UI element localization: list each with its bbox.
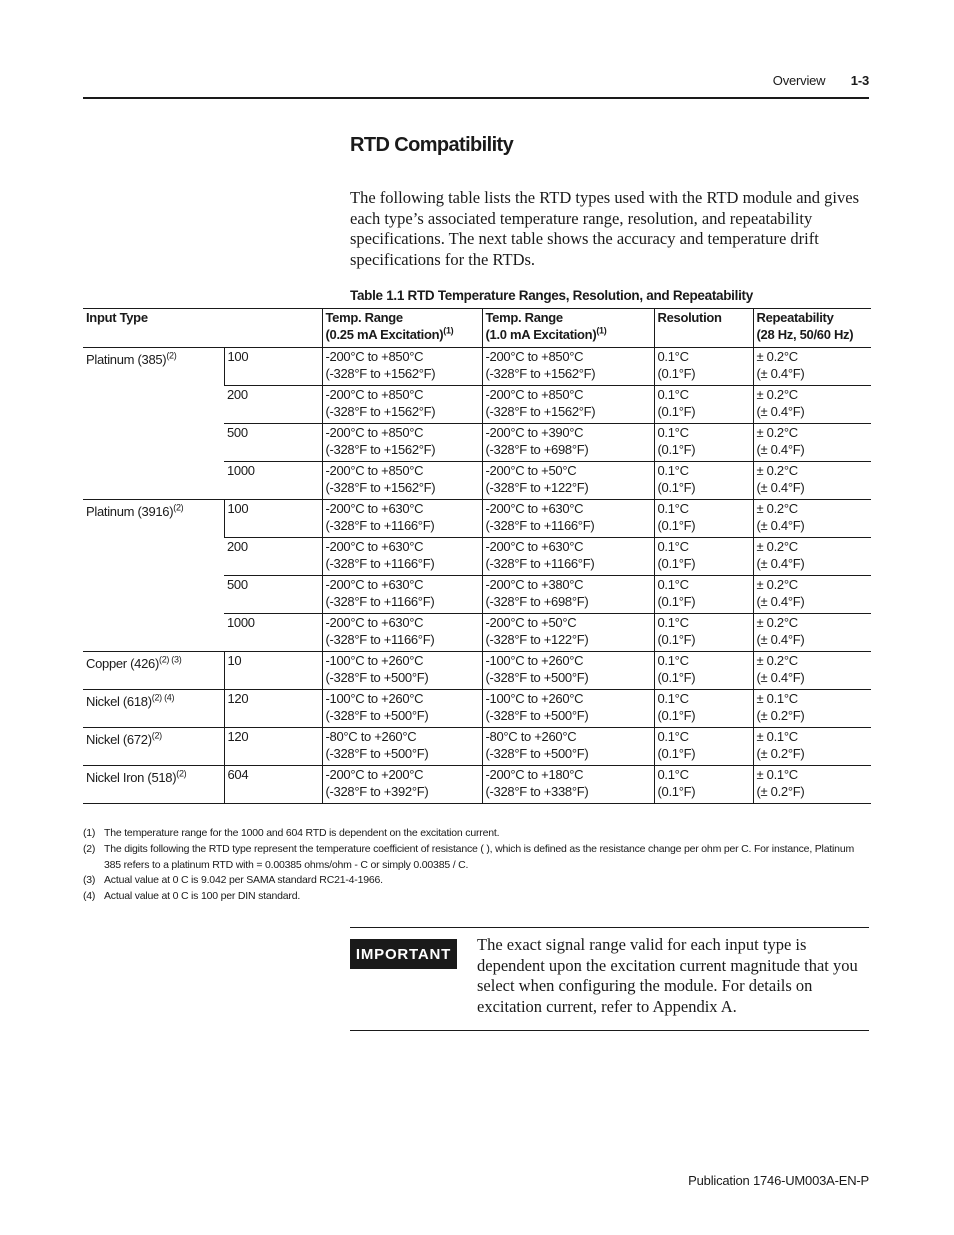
temp-range-025-cell (322, 386, 482, 424)
temp-range-10-cell-fahrenheit: (-328°F to +698°F) (485, 594, 589, 609)
ohms-cell: 500 (224, 576, 322, 614)
repeatability-cell (753, 728, 871, 766)
footnote-number: (1) (83, 827, 96, 839)
rtd-type-cell (83, 728, 224, 766)
table-body (83, 348, 871, 804)
resolution-cell-celsius: 0.1°C (657, 577, 689, 592)
temp-range-025-cell-fahrenheit: (-328°F to +1562°F) (325, 480, 436, 495)
col-header-temp-10: Temp. Range (1.0 mA Excitation)$^{(1)}$ (482, 309, 654, 348)
rtd-type-name: Platinum (385) (86, 352, 167, 367)
resolution-cell-celsius: 0.1°C (657, 501, 689, 516)
resolution-cell-fahrenheit: (0.1°F) (657, 594, 696, 609)
temp-range-025-cell-fahrenheit: (-328°F to +1166°F) (325, 518, 435, 533)
footnote-text: Actual value at 0 C is 100 per DIN standard. (104, 890, 301, 903)
rtd-type-name: Copper (426) (86, 656, 159, 671)
temp-range-025-cell-celsius: -200°C to +850°C (325, 387, 424, 402)
resolution-cell (654, 652, 753, 690)
table-row (83, 652, 871, 690)
section-title: RTD Compatibility (350, 134, 514, 156)
temp-range-025-cell (322, 576, 482, 614)
temp-range-025-cell-fahrenheit: (-328°F to +1166°F) (325, 556, 435, 571)
resolution-cell (654, 424, 753, 462)
temp-range-10-cell-celsius: -80°C to +260°C (485, 729, 577, 744)
resolution-cell-fahrenheit: (0.1°F) (657, 442, 696, 457)
repeatability-cell-celsius: ± 0.2°C (756, 615, 798, 630)
temp-range-025-cell-fahrenheit: (-328°F to +1562°F) (325, 366, 436, 381)
ohms-cell: 120 (224, 690, 322, 728)
repeatability-cell (753, 614, 871, 652)
table-header-row (83, 309, 871, 348)
repeatability-cell-fahrenheit: (± 0.4°F) (756, 442, 805, 457)
ohms-cell: 10 (224, 652, 322, 690)
repeatability-cell (753, 462, 871, 500)
temp-range-025-cell-fahrenheit: (-328°F to +500°F) (325, 746, 429, 761)
resolution-cell-fahrenheit: (0.1°F) (657, 670, 696, 685)
temp-range-025-cell (322, 652, 482, 690)
temp-range-025-cell-celsius: -200°C to +200°C (325, 767, 424, 782)
footnote-text: Actual value at 0 C is 9.042 per SAMA standard RC21-4-1966. (104, 874, 383, 887)
repeatability-cell-celsius: ± 0.1°C (756, 767, 798, 782)
temp-range-10-cell-celsius: -200°C to +50°C (485, 615, 577, 630)
repeatability-cell-fahrenheit: (± 0.2°F) (756, 708, 805, 723)
important-text: The exact signal range valid for each input type is dependent upon the excitation current magnitude that you select when configuring the module. For details on excitation current, refer to Appendix A. (477, 935, 858, 1016)
repeatability-cell-celsius: ± 0.2°C (756, 387, 798, 402)
resolution-cell-celsius: 0.1°C (657, 729, 689, 744)
resolution-cell (654, 576, 753, 614)
temp-range-025-cell-fahrenheit: (-328°F to +500°F) (325, 670, 429, 685)
repeatability-cell-celsius: ± 0.2°C (756, 349, 798, 364)
temp-range-025-cell-celsius: -200°C to +850°C (325, 463, 424, 478)
repeatability-cell (753, 386, 871, 424)
footnote-number: (2) (83, 842, 96, 855)
repeatability-cell-celsius: ± 0.2°C (756, 577, 798, 592)
repeatability-cell (753, 500, 871, 538)
rtd-type-cell (83, 500, 224, 652)
resolution-cell-celsius: 0.1°C (657, 653, 689, 668)
temp-range-025-cell (322, 348, 482, 386)
repeatability-cell-celsius: ± 0.2°C (756, 653, 798, 668)
repeatability-cell-fahrenheit: (± 0.4°F) (756, 480, 805, 495)
resolution-cell-fahrenheit: (0.1°F) (657, 708, 696, 723)
page-number: 1-3 (850, 73, 869, 88)
temp-range-025-cell-celsius: -100°C to +260°C (325, 653, 424, 668)
temp-range-10-cell-fahrenheit: (-328°F to +698°F) (485, 442, 589, 457)
repeatability-cell (753, 348, 871, 386)
resolution-cell-fahrenheit: (0.1°F) (657, 746, 696, 761)
resolution-cell-fahrenheit: (0.1°F) (657, 366, 696, 381)
temp-range-025-cell-fahrenheit: (-328°F to +500°F) (325, 708, 429, 723)
publication-number: Publication 1746-UM003A-EN-P (688, 1173, 869, 1188)
repeatability-cell (753, 690, 871, 728)
footnote (83, 889, 873, 905)
ohms-cell: 500 (224, 424, 322, 462)
resolution-cell (654, 766, 753, 804)
resolution-cell (654, 614, 753, 652)
repeatability-cell-celsius: ± 0.1°C (756, 691, 798, 706)
temp-range-10-cell (482, 766, 654, 804)
temp-range-10-cell-celsius: -200°C to +630°C (485, 539, 584, 554)
resolution-cell (654, 462, 753, 500)
table-row (83, 348, 871, 386)
temp-range-10-cell (482, 424, 654, 462)
resolution-cell-fahrenheit: (0.1°F) (657, 480, 696, 495)
resolution-cell-celsius: 0.1°C (657, 539, 689, 554)
repeatability-cell-fahrenheit: (± 0.2°F) (756, 784, 805, 799)
rtd-type-cell (83, 652, 224, 690)
resolution-cell (654, 690, 753, 728)
rtd-type-name: Nickel (618) (86, 694, 152, 709)
repeatability-cell (753, 576, 871, 614)
repeatability-cell-celsius: ± 0.2°C (756, 501, 798, 516)
temp-range-10-cell-fahrenheit: (-328°F to +1166°F) (485, 518, 595, 533)
temp-range-025-cell-celsius: -100°C to +260°C (325, 691, 424, 706)
temp-range-025-cell-fahrenheit: (-328°F to +1166°F) (325, 632, 435, 647)
resolution-cell-celsius: 0.1°C (657, 387, 689, 402)
repeatability-cell-fahrenheit: (± 0.4°F) (756, 518, 805, 533)
temp-range-025-cell-celsius: -200°C to +630°C (325, 501, 424, 516)
rtd-type-name: Platinum (3916) (86, 504, 174, 519)
repeatability-cell (753, 766, 871, 804)
temp-range-025-cell-celsius: -200°C to +630°C (325, 577, 424, 592)
important-badge: IMPORTANT (350, 939, 457, 969)
resolution-cell (654, 500, 753, 538)
resolution-cell (654, 538, 753, 576)
temp-range-025-cell (322, 424, 482, 462)
temp-range-10-cell-celsius: -200°C to +850°C (485, 387, 584, 402)
rtd-type-footnote-ref: (2) (176, 768, 187, 779)
col-header-temp-025: Temp. Range (0.25 mA Excitation)$^{(1)}$ (322, 309, 482, 348)
temp-range-10-cell-celsius: -200°C to +380°C (485, 577, 584, 592)
temp-range-025-cell-fahrenheit: (-328°F to +1562°F) (325, 404, 436, 419)
temp-range-10-cell (482, 462, 654, 500)
section-name: Overview (772, 73, 826, 88)
footnote-number: (3) (83, 874, 96, 887)
repeatability-cell (753, 652, 871, 690)
resolution-cell-fahrenheit: (0.1°F) (657, 404, 696, 419)
resolution-cell-celsius: 0.1°C (657, 349, 689, 364)
footnote-number: (4) (83, 890, 96, 903)
ohms-cell: 120 (224, 728, 322, 766)
temp-range-10-cell-fahrenheit: (-328°F to +500°F) (485, 708, 589, 723)
rtd-type-name: Nickel Iron (518) (86, 770, 177, 785)
resolution-cell-celsius: 0.1°C (657, 691, 689, 706)
rtd-type-footnote-ref: (2) (4) (151, 692, 175, 703)
col-header-repeatability: Repeatability (28 Hz, 50/60 Hz) (753, 309, 871, 348)
temp-range-10-cell-fahrenheit: (-328°F to +1166°F) (485, 556, 595, 571)
rtd-type-cell (83, 690, 224, 728)
resolution-cell-celsius: 0.1°C (657, 463, 689, 478)
important-bottom-rule (350, 1030, 869, 1031)
temp-range-025-cell (322, 462, 482, 500)
temp-range-10-cell-celsius: -100°C to +260°C (485, 691, 584, 706)
repeatability-cell-fahrenheit: (± 0.4°F) (756, 594, 805, 609)
ohms-cell: 1000 (224, 614, 322, 652)
temp-range-10-cell-celsius: -200°C to +50°C (485, 463, 577, 478)
resolution-cell-fahrenheit: (0.1°F) (657, 632, 696, 647)
footnotes (83, 826, 873, 905)
temp-range-10-cell (482, 614, 654, 652)
temp-range-10-cell (482, 348, 654, 386)
repeatability-cell-fahrenheit: (± 0.4°F) (756, 404, 805, 419)
table-row (83, 690, 871, 728)
col-header-input-type: Input Type (83, 309, 322, 348)
temp-range-10-cell (482, 652, 654, 690)
ohms-cell: 1000 (224, 462, 322, 500)
rtd-type-cell (83, 348, 224, 500)
repeatability-cell-celsius: ± 0.2°C (756, 463, 798, 478)
ohms-cell: 200 (224, 386, 322, 424)
temp-range-10-cell-fahrenheit: (-328°F to +122°F) (485, 632, 589, 647)
rtd-type-name: Nickel (672) (86, 732, 152, 747)
resolution-cell-celsius: 0.1°C (657, 615, 689, 630)
temp-range-10-cell (482, 538, 654, 576)
table-caption: Table 1.1 RTD Temperature Ranges, Resolution, and Repeatability (350, 288, 753, 303)
resolution-cell (654, 728, 753, 766)
temp-range-10-cell-fahrenheit: (-328°F to +1562°F) (485, 404, 596, 419)
temp-range-10-cell (482, 728, 654, 766)
repeatability-cell-fahrenheit: (± 0.4°F) (756, 632, 805, 647)
footnote (83, 873, 873, 889)
temp-range-025-cell (322, 614, 482, 652)
temp-range-10-cell-celsius: -200°C to +390°C (485, 425, 584, 440)
temp-range-10-cell-fahrenheit: (-328°F to +500°F) (485, 746, 589, 761)
running-header (773, 73, 869, 88)
resolution-cell-fahrenheit: (0.1°F) (657, 556, 696, 571)
footnote-text: The temperature range for the 1000 and 604 RTD is dependent on the excitation current. (104, 827, 500, 839)
repeatability-cell-fahrenheit: (± 0.4°F) (756, 670, 805, 685)
temp-range-025-cell (322, 500, 482, 538)
table-row (83, 766, 871, 804)
temp-range-025-cell (322, 766, 482, 804)
temp-range-025-cell-celsius: -200°C to +850°C (325, 425, 424, 440)
temp-range-10-cell-celsius: -200°C to +630°C (485, 501, 584, 516)
temp-range-10-cell (482, 386, 654, 424)
footnote-text: The digits following the RTD type represent the temperature coefficient of resistance ( ), which is defined as the resistance change per ohm per C. For instance, Platinum 385 refers to a platinum RTD with = 0.00385 ohms/ohm - C or simply 0.00385 / C. (104, 842, 855, 871)
resolution-cell-celsius: 0.1°C (657, 425, 689, 440)
temp-range-10-cell-celsius: -100°C to +260°C (485, 653, 584, 668)
temp-range-025-cell-celsius: -200°C to +850°C (325, 349, 424, 364)
rtd-type-footnote-ref: (2) (3) (159, 654, 182, 665)
resolution-cell-fahrenheit: (0.1°F) (657, 784, 696, 799)
temp-range-10-cell-celsius: -200°C to +180°C (485, 767, 584, 782)
ohms-cell: 100 (224, 348, 322, 386)
temp-range-025-cell (322, 728, 482, 766)
temp-range-025-cell-celsius: -200°C to +630°C (325, 539, 424, 554)
temp-range-025-cell-fahrenheit: (-328°F to +392°F) (325, 784, 429, 799)
important-top-rule (350, 927, 869, 928)
temp-range-10-cell (482, 500, 654, 538)
temp-range-025-cell-fahrenheit: (-328°F to +1166°F) (325, 594, 435, 609)
temp-range-10-cell-fahrenheit: (-328°F to +1562°F) (485, 366, 596, 381)
rtd-type-footnote-ref: (2) (173, 502, 184, 513)
temp-range-025-cell-celsius: -200°C to +630°C (325, 615, 424, 630)
temp-range-10-cell-fahrenheit: (-328°F to +122°F) (485, 480, 589, 495)
resolution-cell-fahrenheit: (0.1°F) (657, 518, 696, 533)
temp-range-025-cell-fahrenheit: (-328°F to +1562°F) (325, 442, 436, 457)
table-row (83, 728, 871, 766)
ohms-cell: 604 (224, 766, 322, 804)
ohms-cell: 200 (224, 538, 322, 576)
rtd-type-footnote-ref: (2) (166, 350, 177, 361)
resolution-cell (654, 386, 753, 424)
repeatability-cell-fahrenheit: (± 0.2°F) (756, 746, 805, 761)
temp-range-10-cell (482, 576, 654, 614)
repeatability-cell-celsius: ± 0.2°C (756, 425, 798, 440)
repeatability-cell-celsius: ± 0.2°C (756, 539, 798, 554)
footnote (83, 826, 873, 842)
col-header-resolution: Resolution (654, 309, 753, 348)
temp-range-10-cell (482, 690, 654, 728)
temp-range-025-cell-celsius: -80°C to +260°C (325, 729, 417, 744)
repeatability-cell (753, 424, 871, 462)
repeatability-cell-celsius: ± 0.1°C (756, 729, 798, 744)
rtd-type-cell (83, 766, 224, 804)
repeatability-cell-fahrenheit: (± 0.4°F) (756, 556, 805, 571)
temp-range-025-cell (322, 690, 482, 728)
header-rule (83, 97, 869, 99)
temp-range-025-cell (322, 538, 482, 576)
repeatability-cell (753, 538, 871, 576)
temp-range-10-cell-celsius: -200°C to +850°C (485, 349, 584, 364)
ohms-cell: 100 (224, 500, 322, 538)
resolution-cell (654, 348, 753, 386)
resolution-cell-celsius: 0.1°C (657, 767, 689, 782)
footnote (83, 842, 873, 874)
temp-range-10-cell-fahrenheit: (-328°F to +500°F) (485, 670, 589, 685)
table-row (83, 500, 871, 538)
repeatability-cell-fahrenheit: (± 0.4°F) (756, 366, 805, 381)
intro-paragraph: The following table lists the RTD types used with the RTD module and gives each type’s associated temperature range, resolution, and repeatability specifications. The next table shows the accuracy and temperature drift specifications for the RTDs. (350, 188, 859, 269)
rtd-table (83, 308, 871, 804)
temp-range-10-cell-fahrenheit: (-328°F to +338°F) (485, 784, 589, 799)
rtd-type-footnote-ref: (2) (151, 730, 162, 741)
